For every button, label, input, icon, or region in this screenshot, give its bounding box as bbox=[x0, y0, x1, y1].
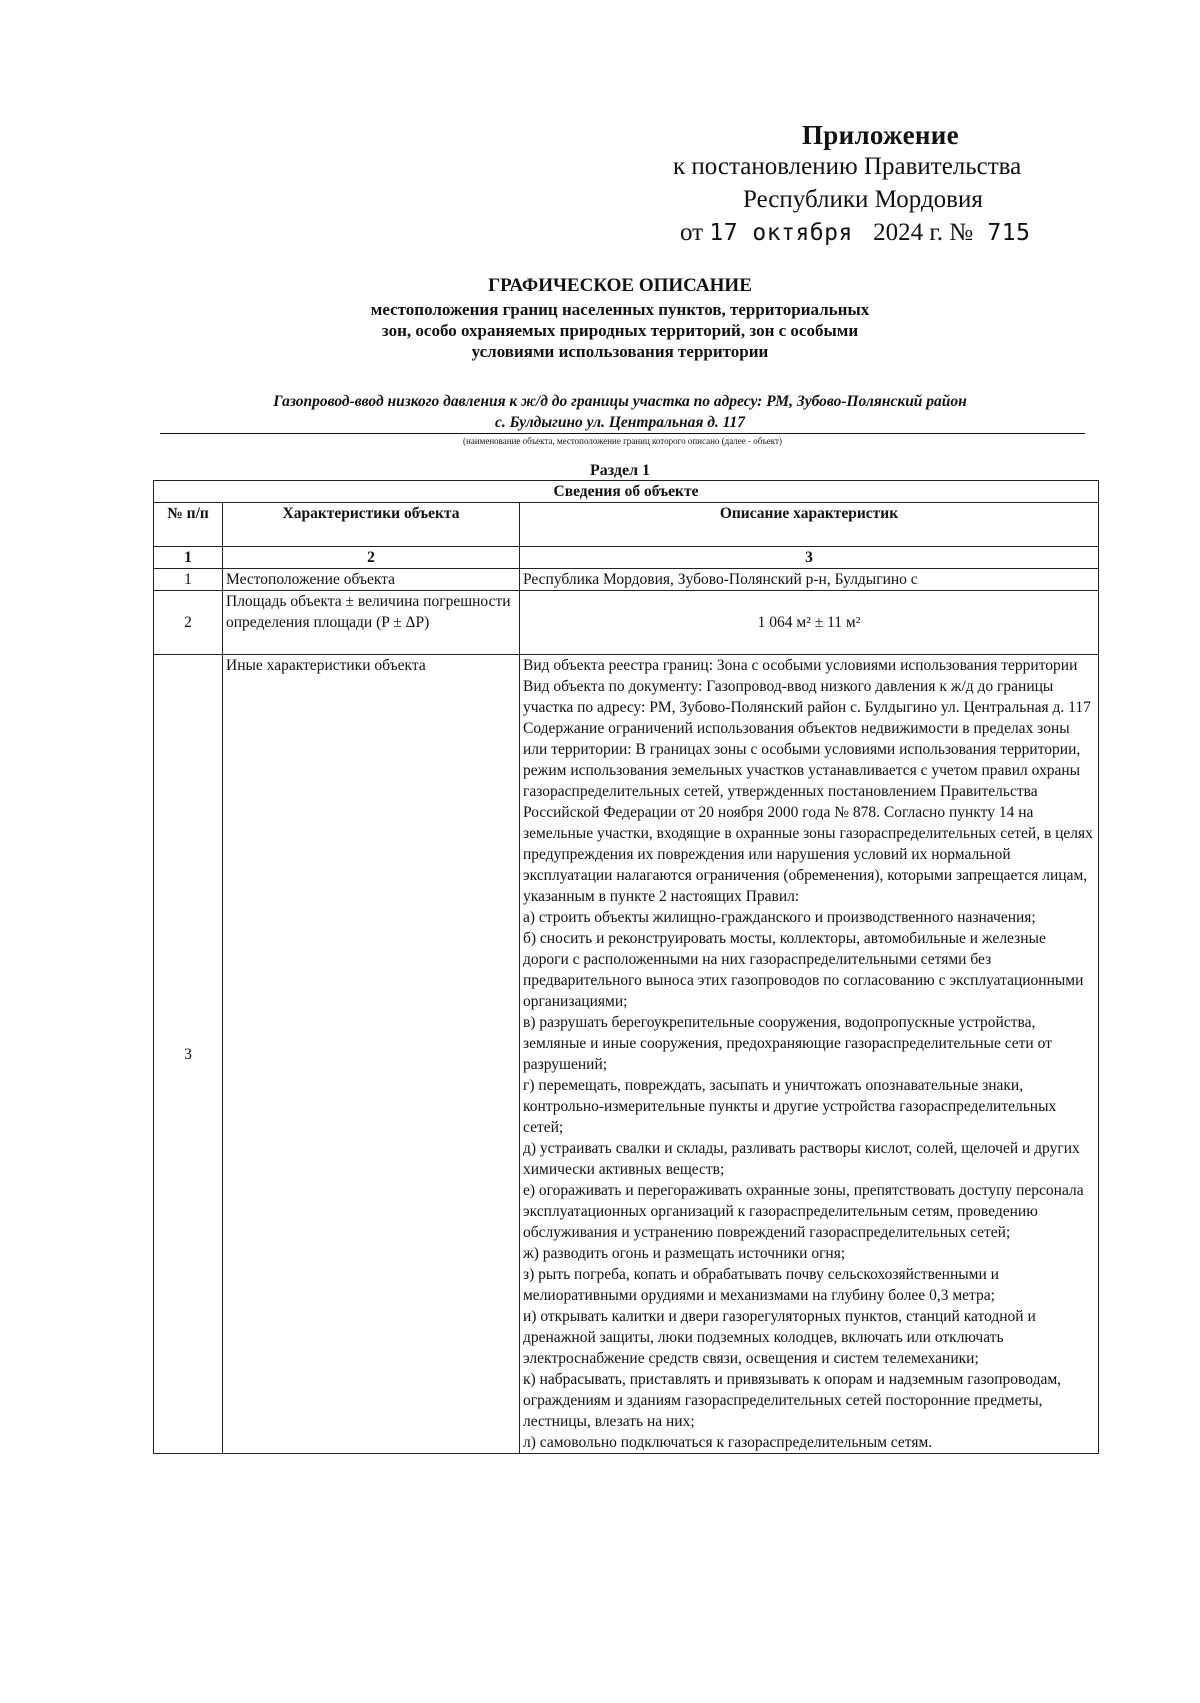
table-row bbox=[154, 655, 1099, 1454]
description-paragraph: к) набрасывать, приставлять и привязывать к опорам и надземным газопроводам, ограждениям и зданиям газораспределительных сетей посторонние предметы, лестницы, влезать на них; bbox=[523, 1371, 1062, 1430]
description-paragraph: и) открывать калитки и двери газорегуляторных пунктов, станций катодной и дренажной защиты, люки подземных колодцев, включать или отключать электроснабжение средств связи, освещения и систем телемеханики; bbox=[523, 1308, 1036, 1367]
description-paragraph: л) самовольно подключаться к газораспределительным сетям. bbox=[523, 1434, 933, 1451]
date-prefix: от bbox=[680, 219, 704, 246]
description-paragraph: ж) разводить огонь и размещать источники огня; bbox=[523, 1245, 846, 1262]
row-characteristic: Иные характеристики объекта bbox=[223, 655, 520, 1454]
column-number: 1 bbox=[154, 547, 223, 569]
description-paragraph: г) перемещать, повреждать, засыпать и уничтожать опознавательные знаки, контрольно-измерительные пункты и другие устройства газораспределительных сетей; bbox=[523, 1077, 1057, 1136]
column-number: 3 bbox=[520, 547, 1099, 569]
table-title-row bbox=[154, 481, 1099, 503]
subtitle-line: местоположения границ населенных пунктов, территориальных bbox=[370, 300, 870, 319]
description-paragraph: з) рыть погреба, копать и обрабатывать почву сельскохозяйственными и мелиоративными орудиями и механизмами на глубину более 0,3 метра; bbox=[523, 1266, 999, 1304]
row-number: 1 bbox=[154, 569, 223, 591]
row-characteristic: Площадь объекта ± величина погрешности определения площади (P ± ΔP) bbox=[223, 591, 520, 655]
resolution-number: 715 bbox=[987, 220, 1031, 246]
object-name-line: Газопровод-ввод низкого давления к ж/д до границы участка по адресу: РМ, Зубово-Полянский район bbox=[273, 393, 967, 410]
object-underline bbox=[160, 433, 1085, 434]
object-name bbox=[160, 391, 1080, 433]
appendix-resolution-line: к постановлению Правительства bbox=[673, 153, 1022, 180]
year-number-label: 2024 г. № bbox=[873, 219, 974, 246]
table-row bbox=[154, 569, 1099, 591]
row-number: 3 bbox=[154, 655, 223, 1454]
description-paragraph: а) строить объекты жилищно-гражданского и производственного назначения; bbox=[523, 909, 1036, 926]
row-number: 2 bbox=[154, 591, 223, 655]
description-paragraph: д) устраивать свалки и склады, разливать растворы кислот, солей, щелочей и других химически активных веществ; bbox=[523, 1140, 1080, 1178]
row-description bbox=[520, 655, 1099, 1454]
appendix-date-line bbox=[680, 219, 1030, 247]
object-caption: (наименование объекта, местоположение границ которого описано (далее - объект) bbox=[463, 436, 782, 446]
col-header-number: № п/п bbox=[154, 503, 223, 547]
appendix-title: Приложение bbox=[802, 120, 959, 150]
row-description: 1 064 м² ± 11 м² bbox=[520, 591, 1099, 655]
object-info-table bbox=[153, 480, 1099, 1454]
subtitle-line: условиями использования территории bbox=[471, 342, 769, 361]
subtitle-line: зон, особо охраняемых природных территорий, зон с особыми bbox=[381, 321, 859, 340]
column-number-row bbox=[154, 547, 1099, 569]
object-name-line: с. Булдыгино ул. Центральная д. 117 bbox=[494, 414, 746, 431]
appendix-republic-line: Республики Мордовия bbox=[743, 186, 983, 213]
column-number: 2 bbox=[223, 547, 520, 569]
description-paragraph: Содержание ограничений использования объектов недвижимости в пределах зоны или территории: В границах зоны с особыми условиями использования территории, режим использования земельных участков устанавливается с учетом правил охраны газораспределительных сетей, утвержденных постановлением Правительства Российской Федерации от 20 ноября 2000 года № 878. Согласно пункту 14 на земельные участки, входящие в охранные зоны газораспределительных сетей, в целях предупреждения их повреждения или нарушения условий их нормальной эксплуатации налагаются ограничения (обременения), которыми запрещается лицам, указанным в пункте 2 настоящих Правил: bbox=[523, 720, 1093, 905]
row-description: Республика Мордовия, Зубово-Полянский р-н, Булдыгино с bbox=[520, 569, 1099, 591]
table-row bbox=[154, 591, 1099, 655]
description-paragraph: е) огораживать и перегораживать охранные зоны, препятствовать доступу персонала эксплуатационных организаций к газораспределительным сетям, проведению обслуживания и устранению повреждений газораспределительных сетей; bbox=[523, 1182, 1084, 1241]
document-subtitle bbox=[150, 299, 1090, 362]
table-title: Сведения об объекте bbox=[154, 481, 1099, 503]
date-handwritten: 17 октября bbox=[709, 220, 853, 246]
description-paragraph: в) разрушать берегоукрепительные сооружения, водопропускные устройства, земляные и иные сооружения, предохраняющие газораспределительные сети от разрушений; bbox=[523, 1014, 1052, 1073]
section-label: Раздел 1 bbox=[589, 462, 651, 479]
document-title: ГРАФИЧЕСКОЕ ОПИСАНИЕ bbox=[488, 275, 752, 296]
description-paragraph: Вид объекта по документу: Газопровод-ввод низкого давления к ж/д до границы участка по адресу: РМ, Зубово-Полянский район с. Булдыгино ул. Центральная д. 117 bbox=[523, 678, 1091, 716]
col-header-description: Описание характеристик bbox=[520, 503, 1099, 547]
table-header-row bbox=[154, 503, 1099, 547]
description-paragraph: б) сносить и реконструировать мосты, коллекторы, автомобильные и железные дороги с расположенными на них газораспределительными сетями без предварительного выноса этих газопроводов по согласованию с эксплуатационными организациями; bbox=[523, 930, 1084, 1010]
row-characteristic: Местоположение объекта bbox=[223, 569, 520, 591]
description-paragraph: Вид объекта реестра границ: Зона с особыми условиями использования территории bbox=[523, 657, 1078, 674]
col-header-characteristic: Характеристики объекта bbox=[223, 503, 520, 547]
